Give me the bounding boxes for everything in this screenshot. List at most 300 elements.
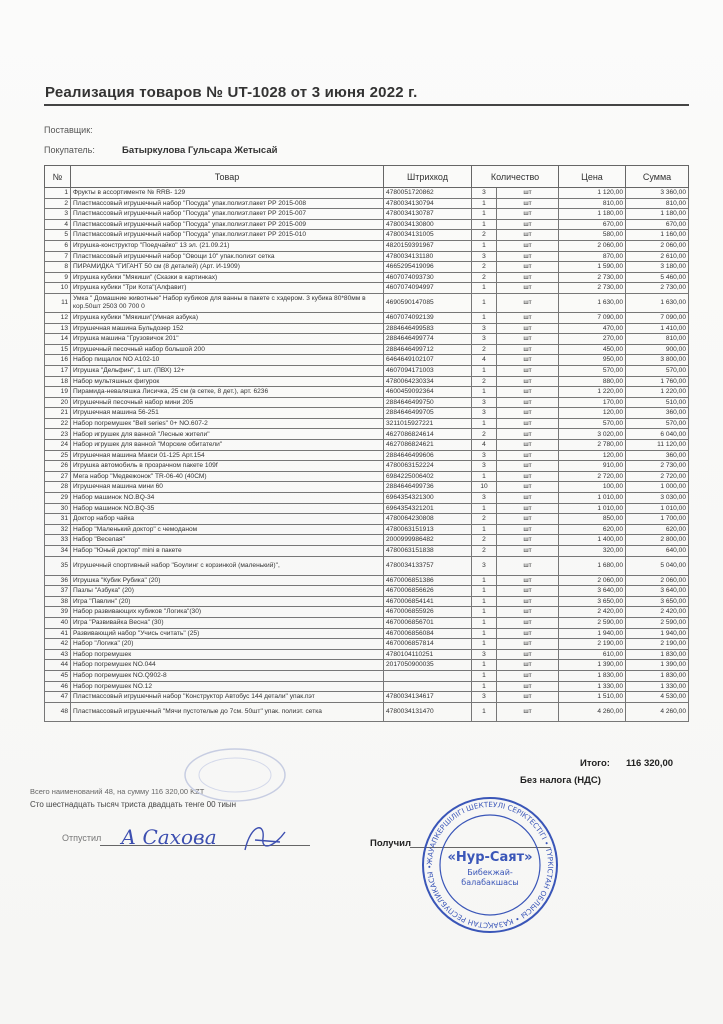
table-row xyxy=(45,283,689,294)
cell-no: 28 xyxy=(45,482,71,493)
cell-price: 670,00 xyxy=(559,219,626,230)
cell-name: Игрушка кубики "Мякиши" (Сказки в картинках) xyxy=(71,272,384,283)
cell-price: 880,00 xyxy=(559,376,626,387)
cell-name: Набор погремушек NO.044 xyxy=(71,660,384,671)
cell-barcode: 2884646499750 xyxy=(384,397,472,408)
cell-barcode: 4670006855926 xyxy=(384,607,472,618)
cell-price: 870,00 xyxy=(559,251,626,262)
cell-price: 610,00 xyxy=(559,649,626,660)
cell-sum: 4 530,00 xyxy=(626,692,689,703)
cell-sum: 2 800,00 xyxy=(626,535,689,546)
cell-barcode: 4780034134617 xyxy=(384,692,472,703)
cell-unit: шт xyxy=(497,503,559,514)
cell-barcode: 4670006856701 xyxy=(384,617,472,628)
table-row xyxy=(45,188,689,199)
cell-unit: шт xyxy=(497,397,559,408)
cell-price: 2 190,00 xyxy=(559,639,626,650)
cell-qty: 3 xyxy=(472,323,497,334)
col-header-price: Цена xyxy=(559,166,626,188)
cell-name: Игрушечный песочный набор мини 205 xyxy=(71,397,384,408)
cell-sum: 3 030,00 xyxy=(626,493,689,504)
table-row xyxy=(45,262,689,273)
cell-no: 47 xyxy=(45,692,71,703)
cell-qty: 2 xyxy=(472,376,497,387)
cell-price: 2 730,00 xyxy=(559,283,626,294)
cell-price: 850,00 xyxy=(559,514,626,525)
table-row xyxy=(45,524,689,535)
cell-name: Игрушка кубики "Мякиши"(Умная азбука) xyxy=(71,312,384,323)
cell-no: 43 xyxy=(45,649,71,660)
cell-qty: 3 xyxy=(472,251,497,262)
cell-price: 1 510,00 xyxy=(559,692,626,703)
cell-barcode: 4670006854141 xyxy=(384,596,472,607)
cell-name: Игрушка "Кубик Рубика" (20) xyxy=(71,575,384,586)
table-row xyxy=(45,312,689,323)
cell-barcode: 4690590147085 xyxy=(384,293,472,312)
cell-qty: 3 xyxy=(472,556,497,575)
cell-name: Пластмассовый игрушечный набор "Посуда" упак.полиэт.пакет PP 2015-008 xyxy=(71,198,384,209)
table-row xyxy=(45,240,689,251)
cell-no: 16 xyxy=(45,355,71,366)
cell-sum: 3 800,00 xyxy=(626,355,689,366)
cell-name: Пазлы "Азбука" (20) xyxy=(71,586,384,597)
cell-name: Набор погремушек "Bell series" 0+ NO.607-2 xyxy=(71,418,384,429)
table-row xyxy=(45,418,689,429)
cell-unit: шт xyxy=(497,649,559,660)
cell-barcode: 4780063152224 xyxy=(384,461,472,472)
cell-qty: 1 xyxy=(472,418,497,429)
cell-barcode: 4820159391967 xyxy=(384,240,472,251)
cell-price: 2 730,00 xyxy=(559,272,626,283)
cell-price: 270,00 xyxy=(559,334,626,345)
cell-sum: 2 730,00 xyxy=(626,283,689,294)
cell-unit: шт xyxy=(497,556,559,575)
cell-no: 45 xyxy=(45,670,71,681)
cell-unit: шт xyxy=(497,387,559,398)
cell-qty: 3 xyxy=(472,408,497,419)
table-row xyxy=(45,702,689,721)
cell-barcode: 4780034133757 xyxy=(384,556,472,575)
table-row xyxy=(45,681,689,692)
cell-no: 34 xyxy=(45,546,71,557)
cell-no: 20 xyxy=(45,397,71,408)
table-row xyxy=(45,586,689,597)
cell-barcode: 2884646499736 xyxy=(384,482,472,493)
cell-qty: 1 xyxy=(472,293,497,312)
cell-qty: 1 xyxy=(472,365,497,376)
cell-unit: шт xyxy=(497,702,559,721)
vat-label: Без налога (НДС) xyxy=(520,775,601,786)
cell-price: 320,00 xyxy=(559,546,626,557)
cell-qty: 1 xyxy=(472,596,497,607)
cell-sum: 360,00 xyxy=(626,450,689,461)
cell-no: 36 xyxy=(45,575,71,586)
cell-price: 620,00 xyxy=(559,524,626,535)
cell-qty: 2 xyxy=(472,429,497,440)
cell-sum: 670,00 xyxy=(626,219,689,230)
total-label: Итого: xyxy=(580,758,610,769)
cell-qty: 3 xyxy=(472,397,497,408)
cell-unit: шт xyxy=(497,628,559,639)
cell-name: Набор "Юный доктор" mini в пакете xyxy=(71,546,384,557)
cell-qty: 1 xyxy=(472,660,497,671)
table-row xyxy=(45,461,689,472)
table-row xyxy=(45,596,689,607)
cell-no: 25 xyxy=(45,450,71,461)
cell-sum: 3 360,00 xyxy=(626,188,689,199)
cell-unit: шт xyxy=(497,293,559,312)
cell-qty: 3 xyxy=(472,692,497,703)
cell-price: 1 830,00 xyxy=(559,670,626,681)
cell-no: 39 xyxy=(45,607,71,618)
buyer-label: Покупатель: xyxy=(44,145,95,155)
cell-barcode: 4670006856084 xyxy=(384,628,472,639)
received-label: Получил xyxy=(370,838,411,849)
cell-sum: 1 940,00 xyxy=(626,628,689,639)
cell-price: 1 120,00 xyxy=(559,188,626,199)
cell-unit: шт xyxy=(497,639,559,650)
cell-sum: 1 830,00 xyxy=(626,670,689,681)
cell-qty: 1 xyxy=(472,639,497,650)
table-row xyxy=(45,450,689,461)
cell-price: 2 420,00 xyxy=(559,607,626,618)
table-row xyxy=(45,355,689,366)
cell-barcode: 4670006856626 xyxy=(384,586,472,597)
cell-no: 19 xyxy=(45,387,71,398)
cell-no: 15 xyxy=(45,344,71,355)
cell-unit: шт xyxy=(497,376,559,387)
cell-sum: 1 160,00 xyxy=(626,230,689,241)
cell-no: 27 xyxy=(45,471,71,482)
cell-name: Набор игрушек для ванной "Лесные жители" xyxy=(71,429,384,440)
cell-name: Игра "Павлин" (20) xyxy=(71,596,384,607)
cell-name: Пластмассовый игрушечный набор "Посуда" упак.полиэт.пакет PP 2015-010 xyxy=(71,230,384,241)
cell-sum: 1 010,00 xyxy=(626,503,689,514)
cell-price: 4 260,00 xyxy=(559,702,626,721)
cell-sum: 11 120,00 xyxy=(626,440,689,451)
cell-unit: шт xyxy=(497,188,559,199)
cell-qty: 1 xyxy=(472,503,497,514)
cell-barcode: 4780063151838 xyxy=(384,546,472,557)
cell-unit: шт xyxy=(497,198,559,209)
table-row xyxy=(45,471,689,482)
cell-barcode: 2000999986482 xyxy=(384,535,472,546)
cell-barcode: 2884646499774 xyxy=(384,334,472,345)
cell-sum: 2 610,00 xyxy=(626,251,689,262)
cell-price: 810,00 xyxy=(559,198,626,209)
cell-barcode: 2884646499705 xyxy=(384,408,472,419)
cell-price: 470,00 xyxy=(559,323,626,334)
cell-qty: 1 xyxy=(472,198,497,209)
cell-qty: 2 xyxy=(472,344,497,355)
table-row xyxy=(45,344,689,355)
cell-name: Игра "Развивайка Весна" (30) xyxy=(71,617,384,628)
cell-price: 1 220,00 xyxy=(559,387,626,398)
cell-no: 13 xyxy=(45,323,71,334)
cell-barcode: 2884646499606 xyxy=(384,450,472,461)
table-row xyxy=(45,692,689,703)
cell-sum: 1 390,00 xyxy=(626,660,689,671)
cell-barcode: 4600459092364 xyxy=(384,387,472,398)
cell-barcode xyxy=(384,681,472,692)
cell-price: 1 330,00 xyxy=(559,681,626,692)
cell-barcode: 4670006851386 xyxy=(384,575,472,586)
cell-qty: 1 xyxy=(472,524,497,535)
cell-unit: шт xyxy=(497,230,559,241)
cell-name: Умка " Домашние животные" Набор кубиков для ванны в пакете с хэдером. 3 кубика 80*80мм в кор.50шт 2503 00 700 0 xyxy=(71,293,384,312)
cell-no: 44 xyxy=(45,660,71,671)
cell-sum: 3 650,00 xyxy=(626,596,689,607)
cell-no: 30 xyxy=(45,503,71,514)
cell-name: Набор погремушек NO.Q902-8 xyxy=(71,670,384,681)
cell-barcode: 4627086824614 xyxy=(384,429,472,440)
cell-price: 3 650,00 xyxy=(559,596,626,607)
cell-unit: шт xyxy=(497,471,559,482)
cell-sum: 810,00 xyxy=(626,198,689,209)
stamp-line-3: балабакшасы xyxy=(461,878,519,887)
table-row xyxy=(45,198,689,209)
cell-unit: шт xyxy=(497,660,559,671)
cell-no: 26 xyxy=(45,461,71,472)
cell-qty: 2 xyxy=(472,262,497,273)
cell-sum: 1 220,00 xyxy=(626,387,689,398)
cell-unit: шт xyxy=(497,524,559,535)
cell-unit: шт xyxy=(497,617,559,628)
supplier-label: Поставщик: xyxy=(44,125,93,135)
col-header-barcode: Штрихкод xyxy=(384,166,472,188)
cell-unit: шт xyxy=(497,670,559,681)
table-row xyxy=(45,230,689,241)
cell-name: ПИРАМИДКА "ГИГАНТ 50 см (8 деталей) (Арт. И-1909) xyxy=(71,262,384,273)
cell-price: 1 940,00 xyxy=(559,628,626,639)
table-row xyxy=(45,397,689,408)
cell-price: 2 780,00 xyxy=(559,440,626,451)
cell-no: 23 xyxy=(45,429,71,440)
cell-name: Набор пищалок NO A102-10 xyxy=(71,355,384,366)
cell-sum: 1 830,00 xyxy=(626,649,689,660)
cell-no: 48 xyxy=(45,702,71,721)
cell-sum: 570,00 xyxy=(626,365,689,376)
cell-name: Набор развивающих кубиков "Логика"(30) xyxy=(71,607,384,618)
stamp-line-2: Бибекжай- xyxy=(467,868,513,877)
handwritten-signature xyxy=(115,818,295,858)
cell-sum: 7 090,00 xyxy=(626,312,689,323)
cell-sum: 1 410,00 xyxy=(626,323,689,334)
cell-no: 3 xyxy=(45,209,71,220)
cell-unit: шт xyxy=(497,355,559,366)
stamp-title: «Нур-Саят» xyxy=(447,850,533,865)
cell-qty: 1 xyxy=(472,240,497,251)
table-row xyxy=(45,251,689,262)
cell-price: 2 060,00 xyxy=(559,240,626,251)
table-row xyxy=(45,660,689,671)
cell-price: 950,00 xyxy=(559,355,626,366)
cell-barcode: 6964354321201 xyxy=(384,503,472,514)
table-row xyxy=(45,493,689,504)
cell-barcode: 4607074093730 xyxy=(384,272,472,283)
cell-barcode: 3211015927221 xyxy=(384,418,472,429)
cell-qty: 1 xyxy=(472,219,497,230)
cell-unit: шт xyxy=(497,596,559,607)
cell-qty: 1 xyxy=(472,586,497,597)
invoice-table xyxy=(44,165,689,722)
cell-price: 1 390,00 xyxy=(559,660,626,671)
cell-no: 38 xyxy=(45,596,71,607)
table-row xyxy=(45,365,689,376)
cell-unit: шт xyxy=(497,240,559,251)
cell-sum: 4 260,00 xyxy=(626,702,689,721)
table-row xyxy=(45,376,689,387)
cell-name: Пластмассовый игрушечный набор "Посуда" упак.полиэт.пакет PP 2015-009 xyxy=(71,219,384,230)
cell-price: 100,00 xyxy=(559,482,626,493)
cell-price: 1 680,00 xyxy=(559,556,626,575)
table-row xyxy=(45,219,689,230)
cell-no: 32 xyxy=(45,524,71,535)
cell-name: Фрукты в ассортименте № RRB- 129 xyxy=(71,188,384,199)
cell-price: 2 060,00 xyxy=(559,575,626,586)
cell-no: 33 xyxy=(45,535,71,546)
cell-no: 2 xyxy=(45,198,71,209)
table-row xyxy=(45,334,689,345)
cell-unit: шт xyxy=(497,365,559,376)
table-row xyxy=(45,556,689,575)
col-header-no: № xyxy=(45,166,71,188)
table-row xyxy=(45,607,689,618)
cell-unit: шт xyxy=(497,251,559,262)
cell-no: 41 xyxy=(45,628,71,639)
cell-barcode: 4780051720862 xyxy=(384,188,472,199)
table-row xyxy=(45,293,689,312)
cell-no: 4 xyxy=(45,219,71,230)
buyer-name: Батыркулова Гульсара Жетысай xyxy=(122,145,278,156)
cell-no: 9 xyxy=(45,272,71,283)
cell-barcode: 6984225006402 xyxy=(384,471,472,482)
cell-sum: 2 420,00 xyxy=(626,607,689,618)
cell-sum: 1 180,00 xyxy=(626,209,689,220)
cell-name: Мега набор "Медвежонок" TR-06-40 (40СМ) xyxy=(71,471,384,482)
cell-barcode: 4780034131180 xyxy=(384,251,472,262)
table-row xyxy=(45,546,689,557)
cell-sum: 2 590,00 xyxy=(626,617,689,628)
cell-no: 22 xyxy=(45,418,71,429)
table-row xyxy=(45,272,689,283)
cell-qty: 3 xyxy=(472,450,497,461)
cell-sum: 360,00 xyxy=(626,408,689,419)
cell-unit: шт xyxy=(497,607,559,618)
cell-name: Набор погремушек xyxy=(71,649,384,660)
title-divider xyxy=(44,104,689,106)
cell-unit: шт xyxy=(497,323,559,334)
cell-sum: 5 040,00 xyxy=(626,556,689,575)
cell-barcode: 4780063151913 xyxy=(384,524,472,535)
cell-barcode: 4780034131005 xyxy=(384,230,472,241)
cell-price: 910,00 xyxy=(559,461,626,472)
cell-barcode xyxy=(384,670,472,681)
cell-sum: 1 760,00 xyxy=(626,376,689,387)
document-title: Реализация товаров № UT-1028 от 3 июня 2022 г. xyxy=(45,84,418,101)
cell-name: Набор "Логика" (20) xyxy=(71,639,384,650)
cell-name: Игрушка "Дельфин", 1 шт. (ПВХ) 12+ xyxy=(71,365,384,376)
cell-price: 120,00 xyxy=(559,408,626,419)
cell-qty: 1 xyxy=(472,702,497,721)
cell-name: Игрушка кубики "Три Кота"(Алфавит) xyxy=(71,283,384,294)
cell-no: 10 xyxy=(45,283,71,294)
cell-name: Игрушка-конструктор "Поедчайко" 13 эл. (21.09.21) xyxy=(71,240,384,251)
cell-sum: 3 640,00 xyxy=(626,586,689,597)
cell-sum: 2 730,00 xyxy=(626,461,689,472)
cell-price: 170,00 xyxy=(559,397,626,408)
table-row xyxy=(45,575,689,586)
cell-no: 17 xyxy=(45,365,71,376)
cell-qty: 3 xyxy=(472,188,497,199)
cell-price: 120,00 xyxy=(559,450,626,461)
cell-qty: 1 xyxy=(472,617,497,628)
cell-no: 21 xyxy=(45,408,71,419)
cell-barcode: 6464649102107 xyxy=(384,355,472,366)
cell-sum: 1 330,00 xyxy=(626,681,689,692)
table-row xyxy=(45,514,689,525)
cell-price: 3 020,00 xyxy=(559,429,626,440)
cell-no: 11 xyxy=(45,293,71,312)
cell-barcode: 2017050900035 xyxy=(384,660,472,671)
cell-name: Набор "Маленький доктор" с чемоданом xyxy=(71,524,384,535)
cell-no: 1 xyxy=(45,188,71,199)
cell-unit: шт xyxy=(497,450,559,461)
cell-name: Пластмассовый игрушечный "Мячи пустотелые до 7см. 50шт" упак. полиэт. сетка xyxy=(71,702,384,721)
cell-qty: 2 xyxy=(472,535,497,546)
table-row xyxy=(45,628,689,639)
table-row xyxy=(45,440,689,451)
cell-no: 40 xyxy=(45,617,71,628)
cell-unit: шт xyxy=(497,535,559,546)
cell-name: Набор "Веселая" xyxy=(71,535,384,546)
cell-no: 24 xyxy=(45,440,71,451)
cell-no: 8 xyxy=(45,262,71,273)
cell-no: 31 xyxy=(45,514,71,525)
cell-price: 1 630,00 xyxy=(559,293,626,312)
cell-name: Пирамида-неваляшка Лисичка, 25 см (в сетке, 8 дет.), арт. 6236 xyxy=(71,387,384,398)
cell-barcode: 6964354321300 xyxy=(384,493,472,504)
cell-name: Пластмассовый игрушечный набор "Посуда" упак.полиэт.пакет PP 2015-007 xyxy=(71,209,384,220)
cell-qty: 3 xyxy=(472,461,497,472)
cell-sum: 570,00 xyxy=(626,418,689,429)
cell-unit: шт xyxy=(497,493,559,504)
cell-barcode: 4780064230334 xyxy=(384,376,472,387)
cell-sum: 620,00 xyxy=(626,524,689,535)
cell-qty: 1 xyxy=(472,575,497,586)
cell-qty: 2 xyxy=(472,272,497,283)
cell-qty: 4 xyxy=(472,355,497,366)
cell-qty: 3 xyxy=(472,649,497,660)
table-row xyxy=(45,323,689,334)
cell-name: Игрушечная машина мини 60 xyxy=(71,482,384,493)
table-row xyxy=(45,503,689,514)
cell-qty: 4 xyxy=(472,440,497,451)
cell-qty: 10 xyxy=(472,482,497,493)
cell-qty: 3 xyxy=(472,493,497,504)
cell-price: 7 090,00 xyxy=(559,312,626,323)
cell-barcode: 4780104110251 xyxy=(384,649,472,660)
cell-barcode: 4780034131470 xyxy=(384,702,472,721)
cell-sum: 1 630,00 xyxy=(626,293,689,312)
cell-no: 12 xyxy=(45,312,71,323)
cell-qty: 1 xyxy=(472,387,497,398)
cell-name: Игрушечная машина Бульдозер 152 xyxy=(71,323,384,334)
cell-unit: шт xyxy=(497,408,559,419)
cell-qty: 1 xyxy=(472,681,497,692)
cell-unit: шт xyxy=(497,514,559,525)
cell-unit: шт xyxy=(497,586,559,597)
